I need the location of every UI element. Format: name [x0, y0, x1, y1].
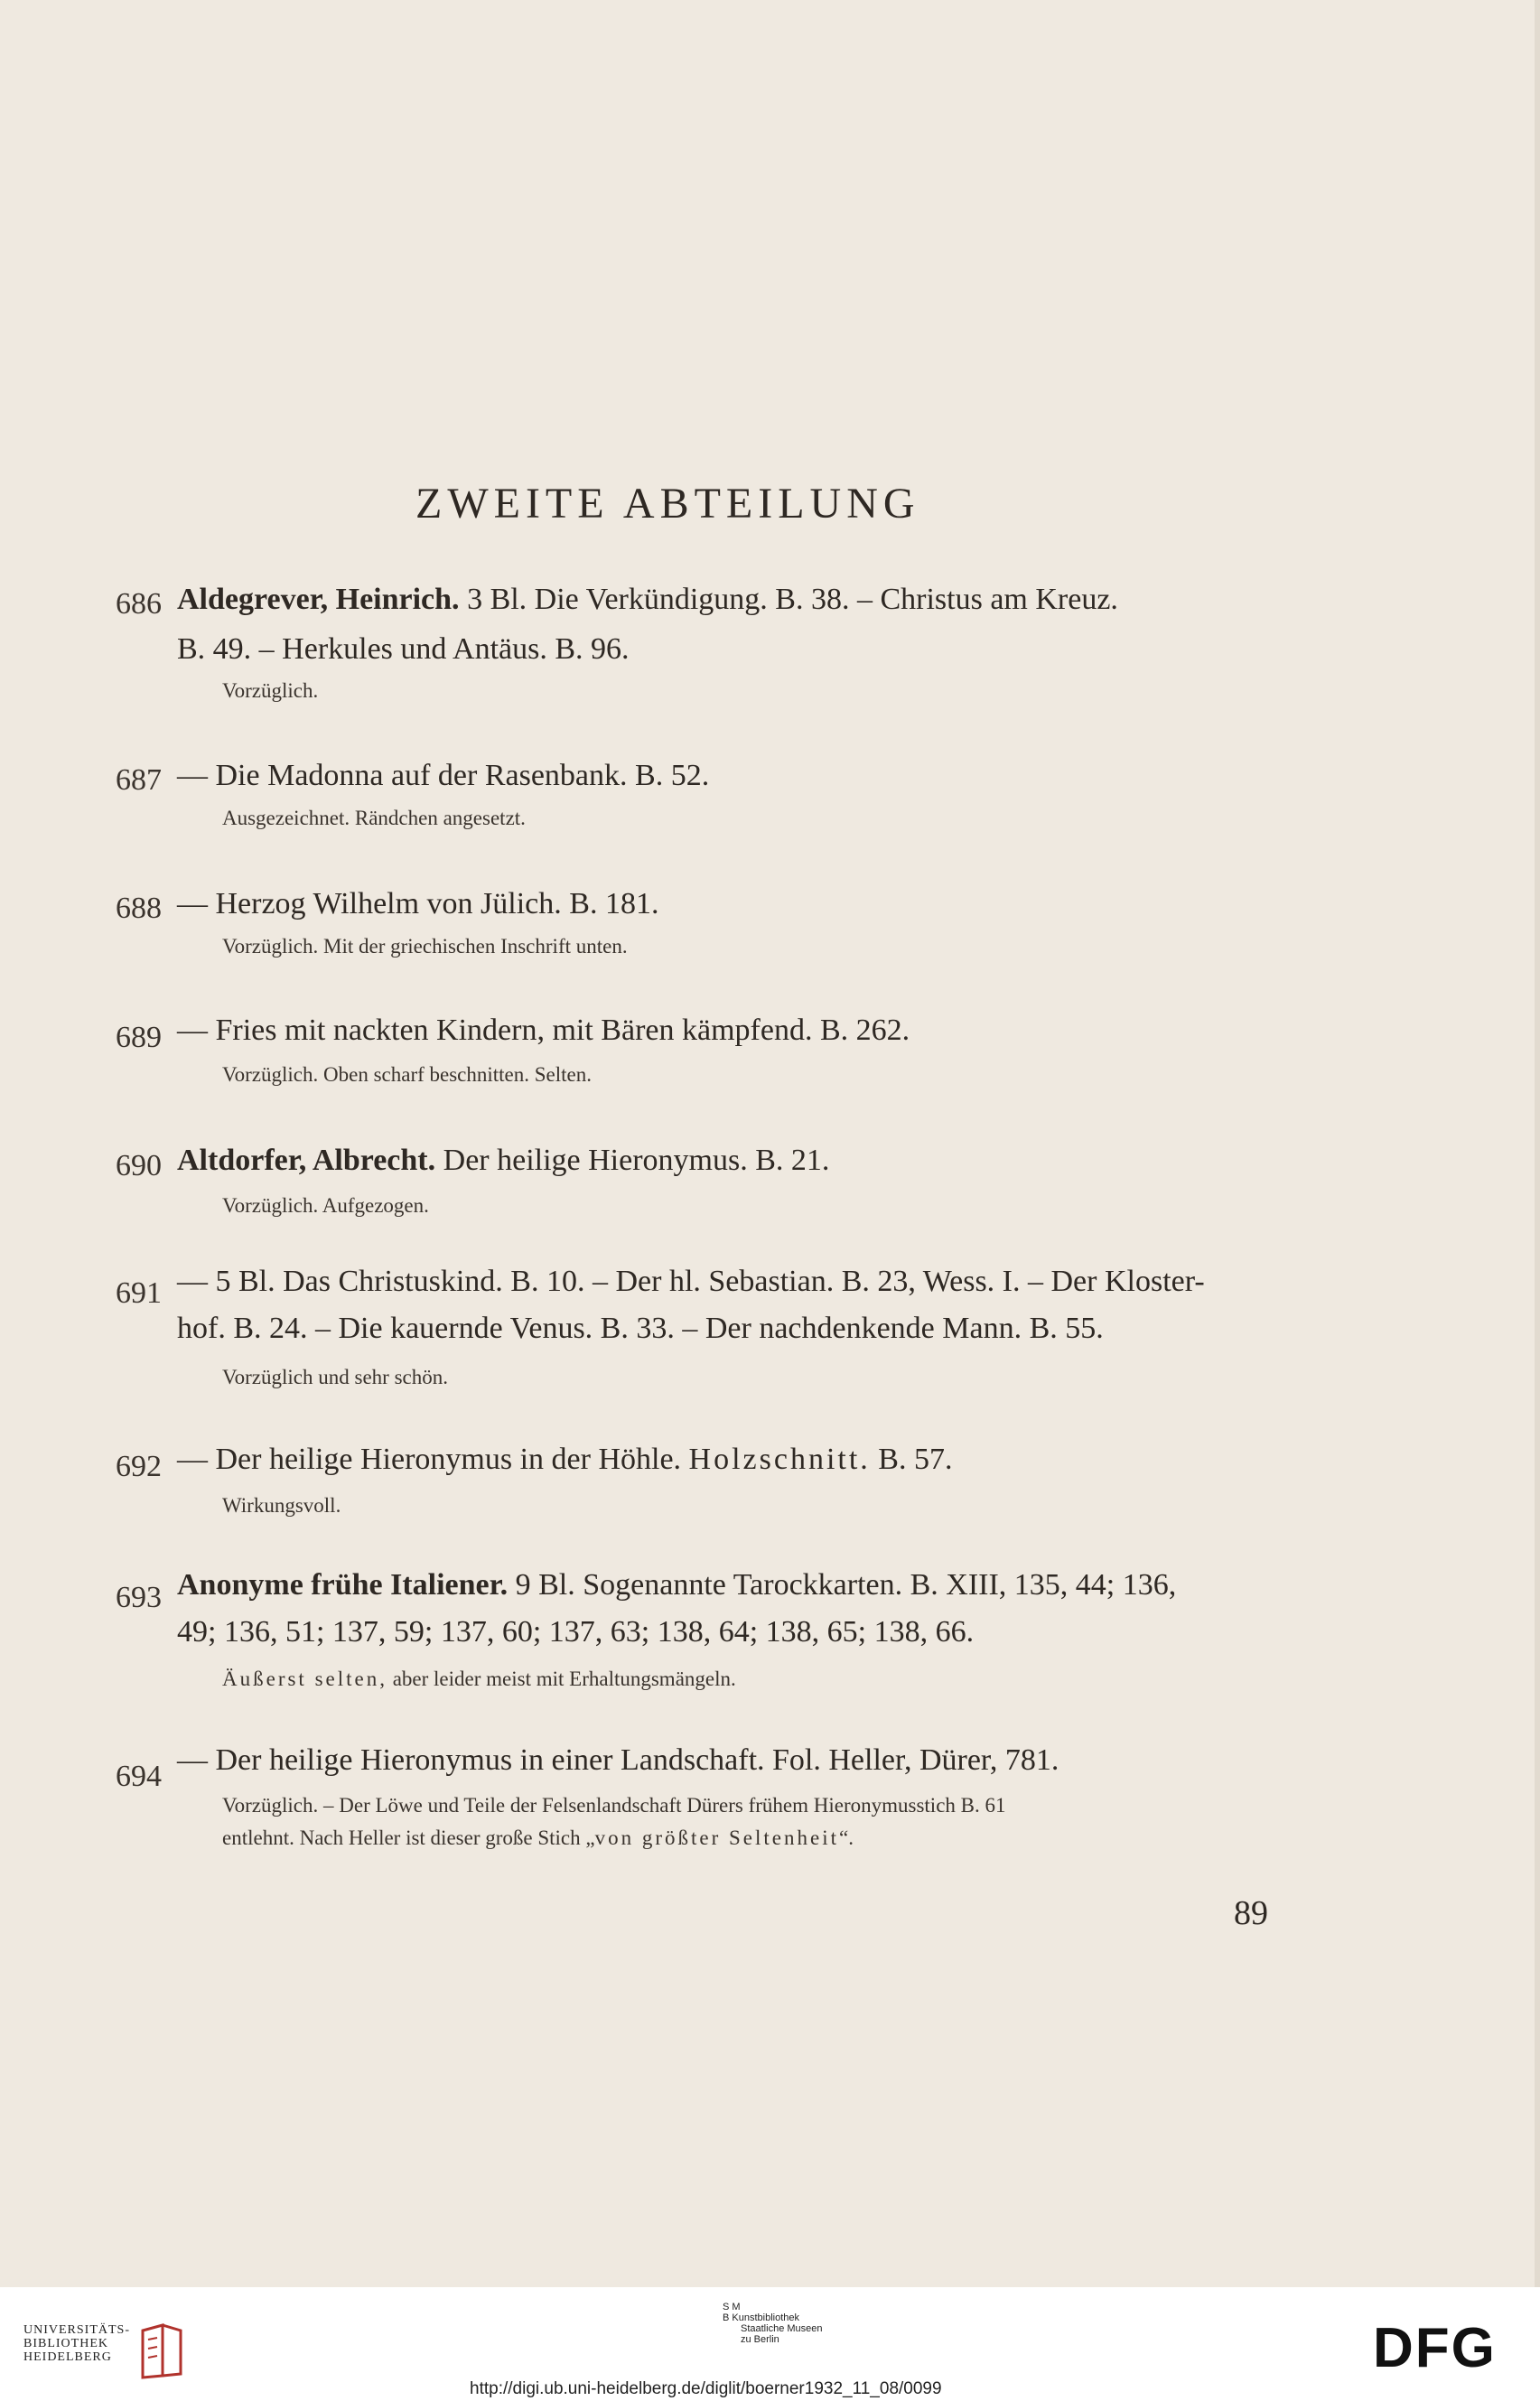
entry-number: 693 — [116, 1581, 162, 1614]
entry-line: — Der heilige Hieronymus in einer Landschaft. Fol. Heller, Dürer, 781. — [177, 1743, 1059, 1777]
logo-text-line: BIBLIOTHEK — [23, 2337, 108, 2350]
entry-line — [177, 1144, 829, 1178]
entry-number: 691 — [116, 1276, 162, 1310]
entry-line — [177, 583, 1118, 617]
entry-number: 690 — [116, 1149, 162, 1182]
university-library-logo-icon[interactable] — [135, 2322, 186, 2381]
artist-name: Altdorfer, Albrecht. — [177, 1144, 436, 1177]
entry-note — [222, 1826, 854, 1850]
entry-line: B. 49. – Herkules und Antäus. B. 96. — [177, 632, 630, 666]
spaced-text: von größter Seltenheit — [594, 1826, 839, 1849]
logo-text-line: S M — [723, 2302, 741, 2312]
smb-kunstbibliothek-logo[interactable] — [723, 2302, 823, 2345]
entry-note: Vorzüglich. — [222, 679, 319, 702]
logo-text-line: UNIVERSITÄTS- — [23, 2323, 130, 2337]
entry-line: — Fries mit nackten Kindern, mit Bären kämpfend. B. 262. — [177, 1014, 910, 1047]
university-library-logo-text[interactable] — [23, 2323, 130, 2364]
entry-number: 692 — [116, 1450, 162, 1483]
entry-number: 689 — [116, 1021, 162, 1054]
entry-note: Vorzüglich. – Der Löwe und Teile der Felsenlandschaft Dürers frühem Hieronymusstich B. 61 — [222, 1794, 1006, 1817]
entry-text: — Der heilige Hieronymus in der Höhle. — [177, 1443, 689, 1476]
entry-line: — Die Madonna auf der Rasenbank. B. 52. — [177, 759, 710, 792]
entry-note: Vorzüglich. Oben scharf beschnitten. Selten. — [222, 1063, 592, 1086]
entry-text: aber leider meist mit Erhaltungsmängeln. — [387, 1668, 736, 1690]
entry-text: “. — [839, 1826, 854, 1849]
entry-note: Wirkungsvoll. — [222, 1494, 341, 1517]
artist-name: Anonyme frühe Italiener. — [177, 1568, 509, 1602]
entry-text: B. 57. — [870, 1443, 953, 1476]
entry-text: 9 Bl. Sogenannte Tarockkarten. B. XIII, 135, 44; 136, — [508, 1568, 1177, 1602]
logo-text-line: Staatliche Museen — [741, 2323, 823, 2334]
spaced-text: Äußerst selten, — [222, 1668, 387, 1690]
entry-note: Vorzüglich. Mit der griechischen Inschrift unten. — [222, 935, 628, 958]
entry-line — [177, 1568, 1176, 1602]
entry-line: 49; 136, 51; 137, 59; 137, 60; 137, 63; 138, 64; 138, 65; 138, 66. — [177, 1615, 975, 1649]
entry-note: Vorzüglich und sehr schön. — [222, 1366, 448, 1388]
entry-number: 686 — [116, 587, 162, 621]
entry-line — [177, 1443, 952, 1477]
entry-line: — 5 Bl. Das Christuskind. B. 10. – Der hl. Sebastian. B. 23, Wess. I. – Der Kloster- — [177, 1265, 1205, 1298]
section-heading: ZWEITE ABTEILUNG — [415, 480, 920, 528]
entry-number: 687 — [116, 763, 162, 797]
entry-number: 688 — [116, 892, 162, 925]
entry-line: hof. B. 24. – Die kauernde Venus. B. 33. – Der nachdenkende Mann. B. 55. — [177, 1312, 1104, 1345]
spaced-text: Holzschnitt. — [688, 1443, 871, 1476]
entry-note: Vorzüglich. Aufgezogen. — [222, 1194, 429, 1217]
entry-text: 3 Bl. Die Verkündigung. B. 38. – Christus am Kreuz. — [459, 583, 1118, 616]
entry-text: Der heilige Hieronymus. B. 21. — [435, 1144, 830, 1177]
dfg-logo[interactable] — [1373, 2320, 1517, 2374]
logo-text-line: B Kunstbibliothek — [723, 2312, 799, 2323]
entry-line: — Herzog Wilhelm von Jülich. B. 181. — [177, 887, 659, 920]
entry-note: Ausgezeichnet. Rändchen angesetzt. — [222, 807, 526, 829]
logo-text-line: zu Berlin — [741, 2334, 779, 2345]
entry-number: 694 — [116, 1760, 162, 1793]
entry-text: entlehnt. Nach Heller ist dieser große Stich „ — [222, 1826, 595, 1849]
svg-text:DFG: DFG — [1373, 2320, 1497, 2374]
artist-name: Aldegrever, Heinrich. — [177, 583, 460, 616]
permalink-url[interactable]: http://digi.ub.uni-heidelberg.de/diglit/boerner1932_11_08/0099 — [470, 2379, 942, 2398]
logo-text-line: HEIDELBERG — [23, 2350, 112, 2364]
page-number: 89 — [1234, 1894, 1268, 1932]
entry-note — [222, 1668, 736, 1691]
